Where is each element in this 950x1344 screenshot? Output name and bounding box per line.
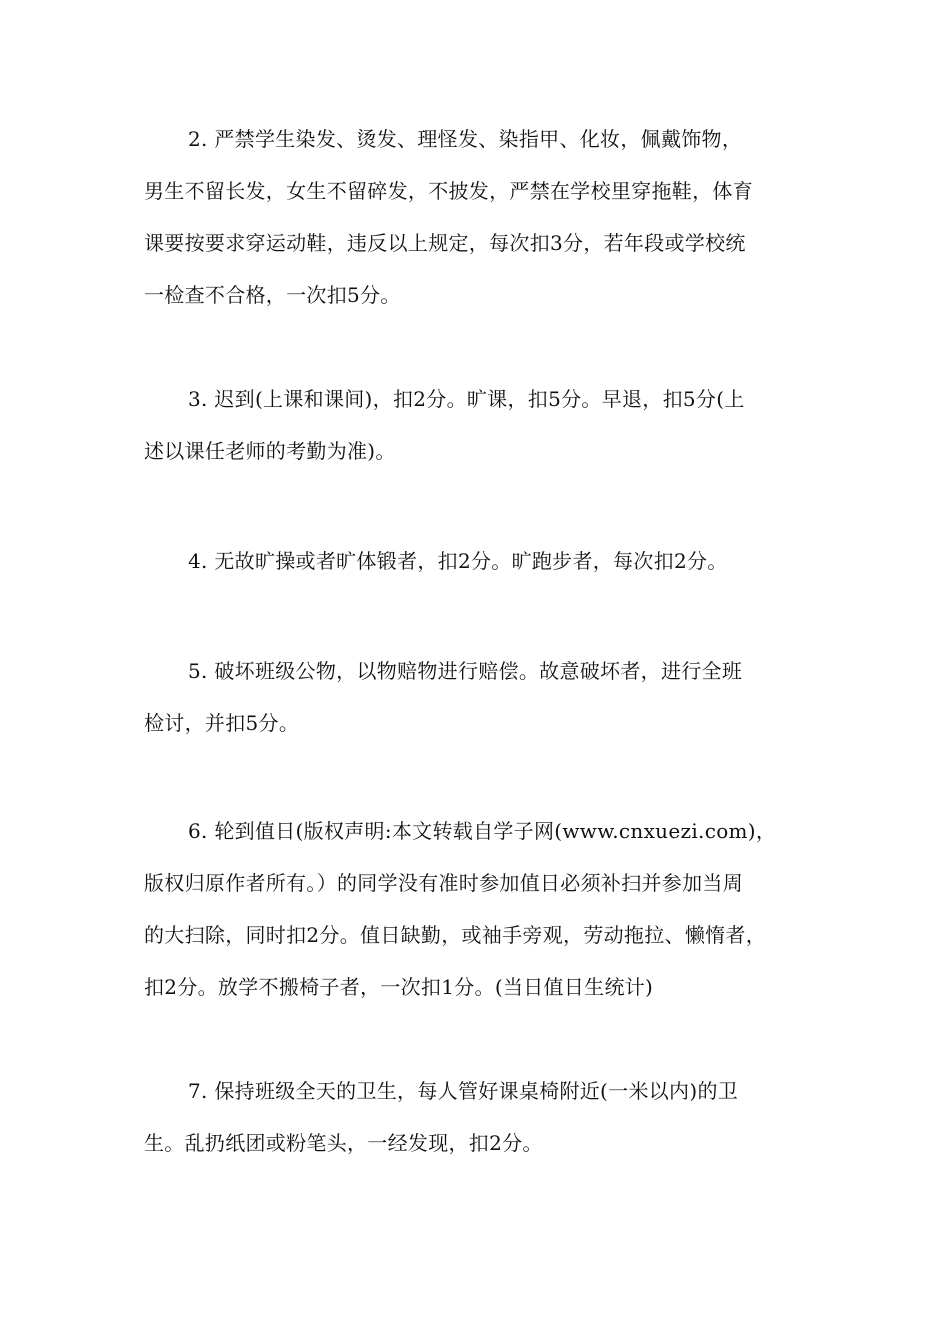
rule-6-line-2: 版权归原作者所有。）的同学没有准时参加值日必须补扫并参加当周 bbox=[144, 871, 743, 895]
rule-6-line-3: 的大扫除，同时扣2分。值日缺勤，或袖手旁观，劳动拖拉、懒惰者， bbox=[144, 923, 767, 947]
rule-7-line-1: 7. 保持班级全天的卫生，每人管好课桌椅附近(一米以内)的卫 bbox=[188, 1079, 739, 1103]
rule-7-line-2: 生。乱扔纸团或粉笔头，一经发现，扣2分。 bbox=[144, 1131, 543, 1155]
rule-2-line-4: 一检查不合格，一次扣5分。 bbox=[144, 283, 401, 307]
rule-3-line-2: 述以课任老师的考勤为准)。 bbox=[144, 439, 396, 463]
rule-2-line-1: 2. 严禁学生染发、烫发、理怪发、染指甲、化妆，佩戴饰物， bbox=[188, 127, 743, 151]
rule-2-line-2: 男生不留长发，女生不留碎发，不披发，严禁在学校里穿拖鞋，体育 bbox=[144, 179, 753, 203]
rule-5-line-2: 检讨，并扣5分。 bbox=[144, 711, 300, 735]
rule-3-line-1: 3. 迟到(上课和课间)，扣2分。旷课，扣5分。早退，扣5分(上 bbox=[188, 387, 745, 411]
rule-2-line-3: 课要按要求穿运动鞋，违反以上规定，每次扣3分，若年段或学校统 bbox=[144, 231, 746, 255]
rule-6-line-4: 扣2分。放学不搬椅子者，一次扣1分。(当日值日生统计) bbox=[144, 975, 654, 999]
rule-5-line-1: 5. 破坏班级公物，以物赔物进行赔偿。故意破坏者，进行全班 bbox=[188, 659, 743, 683]
rule-6-line-1: 6. 轮到值日(版权声明:本文转载自学子网(www.cnxuezi.com)， bbox=[188, 819, 777, 843]
rule-4-line-1: 4. 无故旷操或者旷体锻者，扣2分。旷跑步者，每次扣2分。 bbox=[188, 549, 728, 573]
